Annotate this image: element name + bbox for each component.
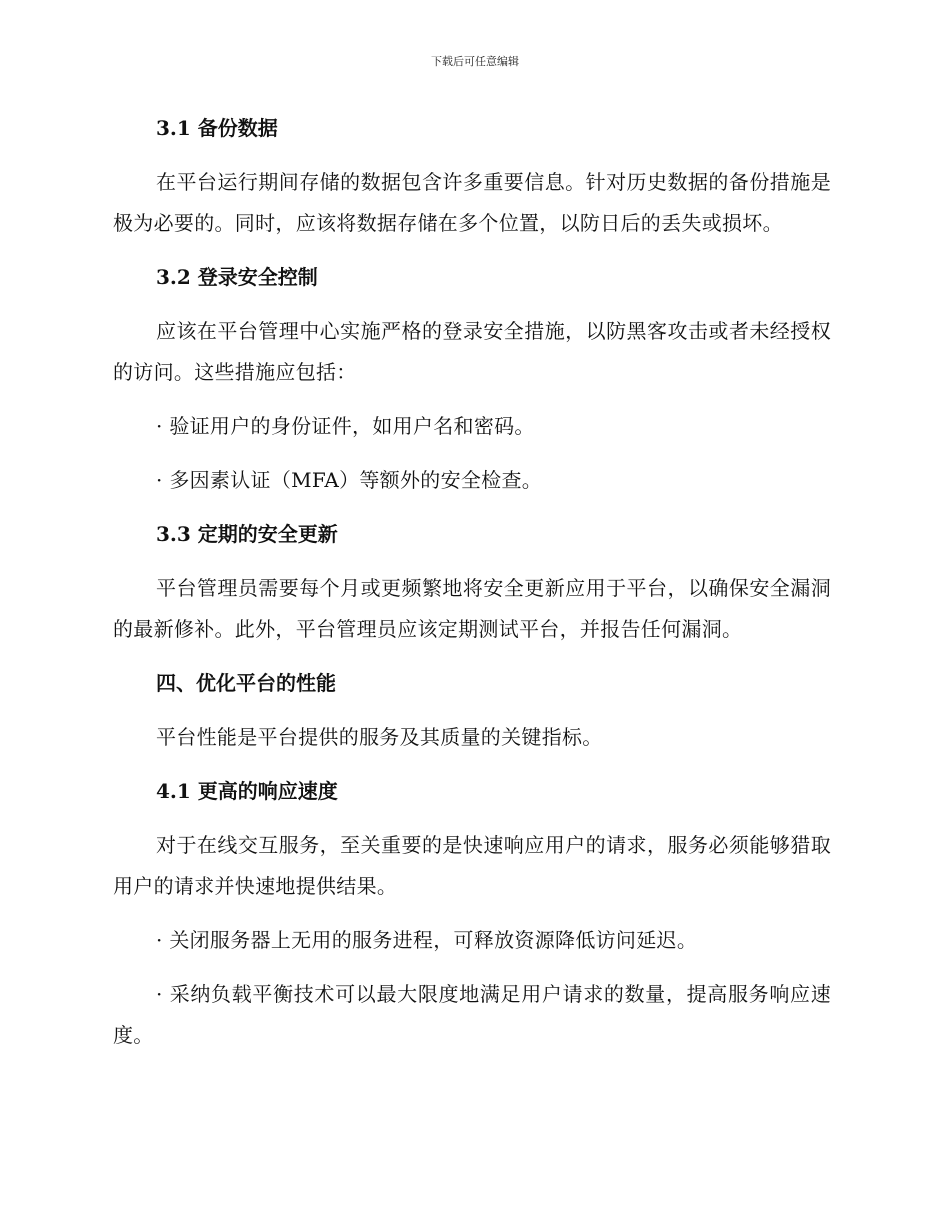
page-header: 下载后可任意编辑 [431,55,519,68]
paragraph-security-updates: 平台管理员需要每个月或更频繁地将安全更新应用于平台，以确保安全漏洞的最新修补。此外，平台管理员应该定期测试平台，并报告任何漏洞。 [113,576,831,641]
bullet-load-balancing: · 采纳负载平衡技术可以最大限度地满足用户请求的数量，提高服务响应速度。 [113,982,831,1047]
section-heading-3-3: 3.3 定期的安全更新 [156,522,338,546]
section-heading-3-2: 3.2 登录安全控制 [156,265,318,289]
section-heading-3-1: 3.1 备份数据 [156,116,278,140]
bullet-close-services: · 关闭服务器上无用的服务进程，可释放资源降低访问延迟。 [156,928,698,952]
document-body [113,108,831,1069]
paragraph-login-security: 应该在平台管理中心实施严格的登录安全措施，以防黑客攻击或者未经授权的访问。这些措施应包括： [113,319,831,384]
paragraph-response-speed: 对于在线交互服务，至关重要的是快速响应用户的请求，服务必须能够猎取用户的请求并快速地提供结果。 [113,833,831,898]
paragraph-backup: 在平台运行期间存储的数据包含许多重要信息。针对历史数据的备份措施是极为必要的。同时，应该将数据存储在多个位置，以防日后的丢失或损坏。 [113,170,831,235]
bullet-mfa: · 多因素认证（MFA）等额外的安全检查。 [156,468,543,492]
bullet-verify-identity: · 验证用户的身份证件，如用户名和密码。 [156,414,535,438]
paragraph-performance: 平台性能是平台提供的服务及其质量的关键指标。 [156,725,603,749]
section-heading-4: 四、优化平台的性能 [156,671,336,695]
section-heading-4-1: 4.1 更高的响应速度 [156,779,338,803]
